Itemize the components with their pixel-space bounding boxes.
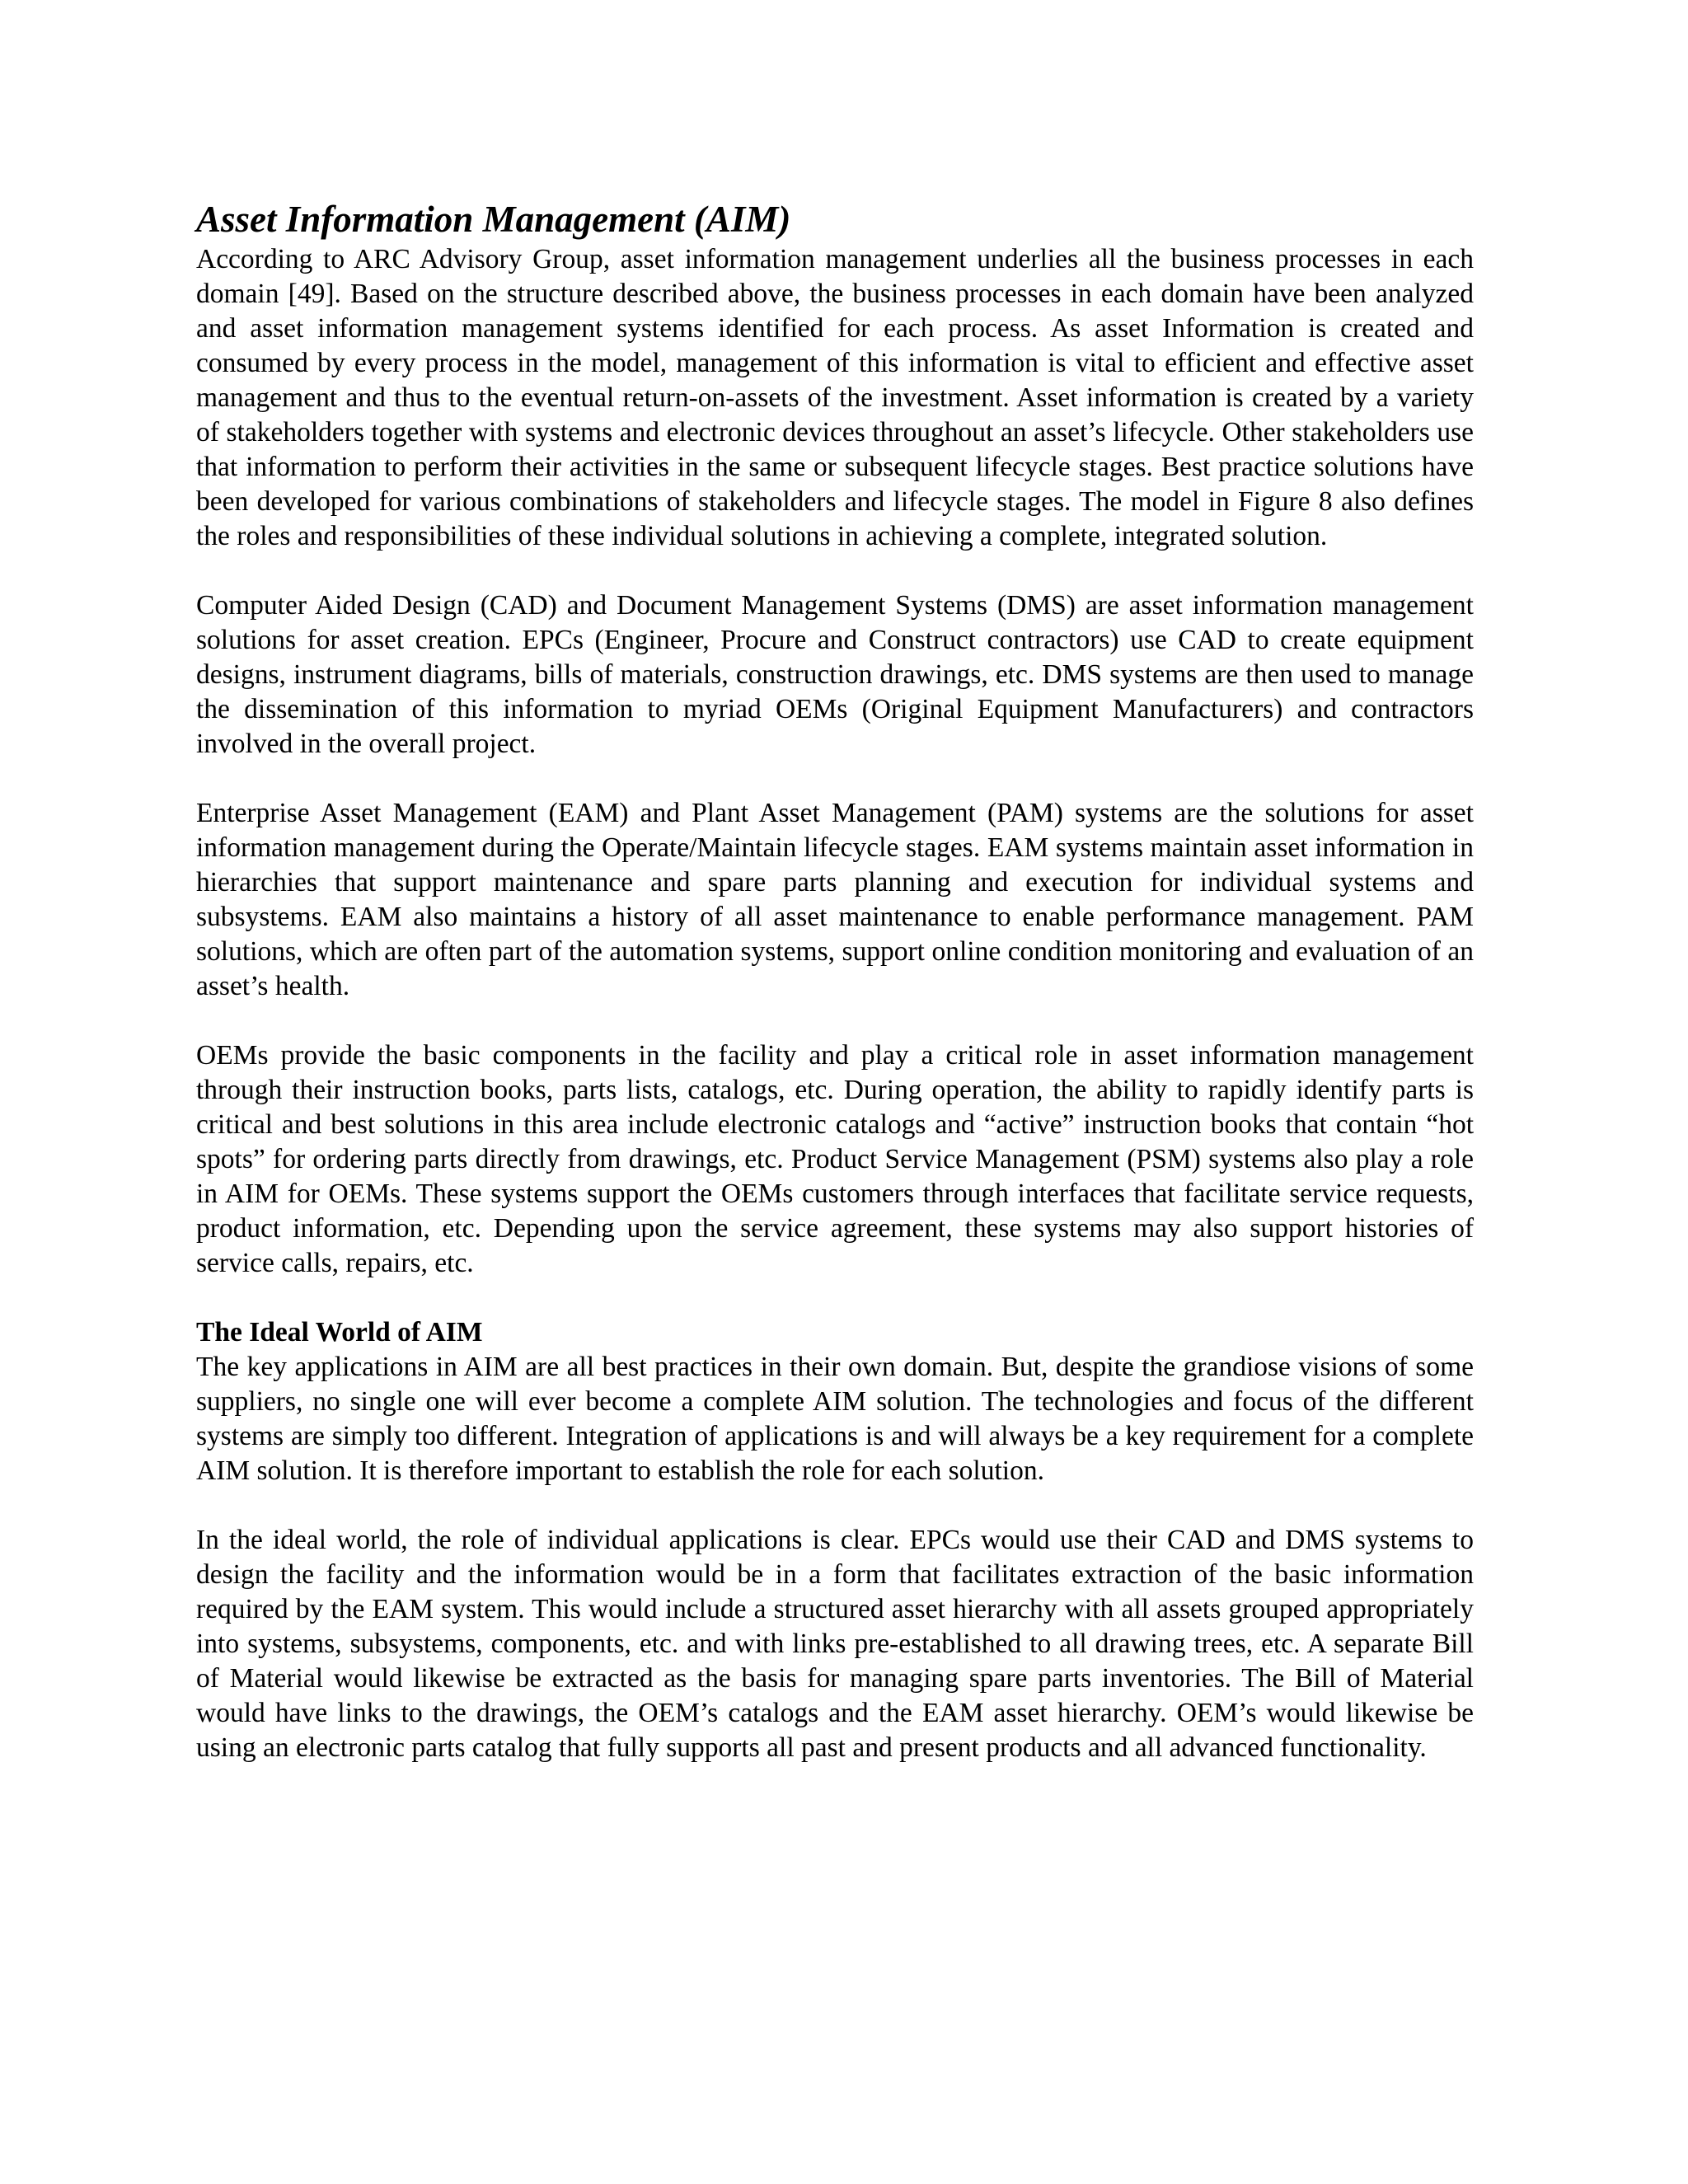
paragraph-eam-pam: Enterprise Asset Management (EAM) and Plant Asset Management (PAM) systems are the solutions for asset information management during the Operate/Maintain lifecycle stages. EAM systems maintain asset information in hierarchies that support maintenance and spare parts planning and execution for individual systems and subsystems. EAM also maintains a history of all asset maintenance to enable performance management. PAM solutions, which are often part of the automation systems, support online condition monitoring and evaluation of an asset’s health. (196, 798, 1474, 1001)
page-title: Asset Information Management (AIM) (196, 199, 791, 240)
section-heading-ideal-world: The Ideal World of AIM (196, 1317, 483, 1347)
paragraph-ideal-world-roles: In the ideal world, the role of individual applications is clear. EPCs would use their CAD and DMS systems to design the facility and the information would be in a form that facilitates extraction of the basic information required by the EAM system. This would include a structured asset hierarchy with all assets grouped appropriately into systems, subsystems, components, etc. and with links pre-established to all drawing trees, etc. A separate Bill of Material would likewise be extracted as the basis for managing spare parts inventories. The Bill of Material would have links to the drawings, the OEM’s catalogs and the EAM asset hierarchy. OEM’s would likewise be using an electronic parts catalog that fully supports all past and present products and all advanced functionality. (196, 1525, 1474, 1763)
paragraph-cad-dms: Computer Aided Design (CAD) and Document Management Systems (DMS) are asset information management solutions for asset creation. EPCs (Engineer, Procure and Construct contractors) use CAD to create equipment designs, instrument diagrams, bills of materials, construction drawings, etc. DMS systems are then used to manage the dissemination of this information to myriad OEMs (Original Equipment Manufacturers) and contractors involved in the overall project. (196, 590, 1474, 759)
paragraph-oems-psm: OEMs provide the basic components in the facility and play a critical role in asset information management through their instruction books, parts lists, catalogs, etc. During operation, the ability to rapidly identify parts is critical and best solutions in this area include electronic catalogs and “active” instruction books that contain “hot spots” for ordering parts directly from drawings, etc. Product Service Management (PSM) systems also play a role in AIM for OEMs. These systems support the OEMs customers through interfaces that facilitate service requests, product information, etc. Depending upon the service agreement, these systems may also support histories of service calls, repairs, etc. (196, 1040, 1474, 1278)
document-page (196, 198, 1474, 1800)
paragraph-aim-overview: According to ARC Advisory Group, asset information management underlies all the business processes in each domain [49]. Based on the structure described above, the business processes in each domain have been analyzed and asset information management systems identified for each process. As asset Information is created and consumed by every process in the model, management of this information is vital to efficient and effective asset management and thus to the eventual return-on-assets of the investment. Asset information is created by a variety of stakeholders together with systems and electronic devices throughout an asset’s lifecycle. Other stakeholders use that information to perform their activities in the same or subsequent lifecycle stages. Best practice solutions have been developed for various combinations of stakeholders and lifecycle stages. The model in Figure 8 also defines the roles and responsibilities of these individual solutions in achieving a complete, integrated solution. (196, 244, 1474, 551)
paragraph-key-applications: The key applications in AIM are all best practices in their own domain. But, despite the grandiose visions of some suppliers, no single one will ever become a complete AIM solution. The technologies and focus of the different systems are simply too different. Integration of applications is and will always be a key requirement for a complete AIM solution. It is therefore important to establish the role for each solution. (196, 1352, 1474, 1486)
